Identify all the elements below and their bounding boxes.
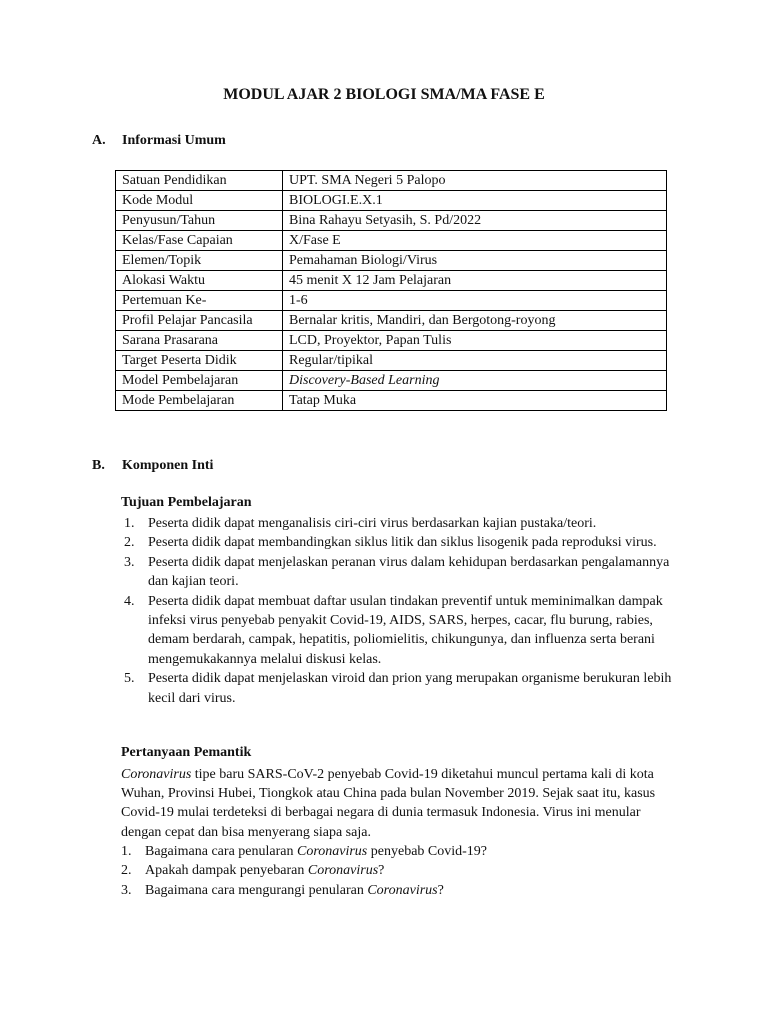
item-number: 3.: [121, 882, 132, 898]
table-row: [116, 191, 667, 211]
document-title: MODUL AJAR 2 BIOLOGI SMA/MA FASE E: [223, 86, 545, 103]
row-value: Bina Rahayu Setyasih, S. Pd/2022: [283, 211, 667, 231]
row-label: Sarana Prasarana: [116, 331, 283, 351]
row-value: 1-6: [283, 291, 667, 311]
question-italic-term: Coronavirus: [367, 882, 438, 898]
list-item: [121, 533, 677, 552]
row-label: Kode Modul: [116, 191, 283, 211]
row-label: Satuan Pendidikan: [116, 171, 283, 191]
table-row: [116, 351, 667, 371]
row-value: LCD, Proyektor, Papan Tulis: [283, 331, 667, 351]
list-item: [121, 514, 677, 533]
table-row: [116, 211, 667, 231]
item-number: 3.: [124, 554, 135, 570]
question-text-before: Bagaimana cara penularan: [145, 844, 297, 859]
general-info-table: [115, 170, 667, 411]
item-number: 1.: [121, 844, 132, 859]
list-item: [121, 669, 677, 708]
table-row: [116, 251, 667, 271]
item-number: 2.: [124, 535, 135, 551]
trigger-questions-list: [121, 842, 677, 900]
item-number: 5.: [124, 671, 135, 687]
section-b-letter: B.: [92, 458, 105, 473]
item-text: Peserta didik dapat menganalisis ciri-ciri virus berdasarkan kajian pustaka/teori.: [148, 516, 597, 531]
table-row: [116, 311, 667, 331]
row-label: Kelas/Fase Capaian: [116, 231, 283, 251]
item-text: Peserta didik dapat menjelaskan viroid dan prion yang merupakan organisme berukuran lebih kecil dari virus.: [148, 671, 672, 706]
item-text: Peserta didik dapat menjelaskan peranan virus dalam kehidupan berdasarkan pengalamannya dan kajian teori.: [148, 554, 670, 590]
list-item: [121, 553, 677, 592]
row-value: BIOLOGI.E.X.1: [283, 191, 667, 211]
question-italic-term: Coronavirus: [296, 844, 368, 859]
trigger-questions-heading: Pertanyaan Pemantik: [121, 745, 252, 760]
row-label: Pertemuan Ke-: [116, 291, 283, 311]
table-row: [116, 291, 667, 311]
item-text: Peserta didik dapat membuat daftar usulan tindakan preventif untuk meminimalkan dampak infeksi virus penyebab penyakit Covid-19, AIDS, SARS, herpes, cacar, flu burung, rabies, demam berdarah, campak, hepatitis, poliomielitis, chikungunya, dan influenza serta berani mengemukakannya melalui diskusi kelas.: [148, 593, 663, 667]
list-item: [121, 842, 677, 861]
table-row: [116, 171, 667, 191]
intro-italic-term: Coronavirus: [121, 767, 192, 782]
question-italic-term: Coronavirus: [307, 863, 379, 879]
item-text: Peserta didik dapat membandingkan siklus litik dan siklus lisogenik pada reproduksi virus.: [148, 535, 657, 551]
row-label: Penyusun/Tahun: [116, 211, 283, 231]
row-label: Elemen/Topik: [116, 251, 283, 271]
table-row: [116, 231, 667, 251]
intro-text: tipe baru SARS-CoV-2 penyebab Covid-19 diketahui muncul pertama kali di kota Wuhan, Provinsi Hubei, Tiongkok atau China pada bulan November 2019. Sejak saat itu, kasus Covid-19 mulai terdeteksi di berbagai negara di dunia termasuk Indonesia. Virus ini menular dengan cepat dan bisa menyerang siapa saja.: [121, 767, 656, 840]
row-label: Profil Pelajar Pancasila: [116, 311, 283, 331]
row-value: Regular/tipikal: [283, 351, 667, 371]
row-value: Tatap Muka: [283, 391, 667, 411]
row-value: Discovery-Based Learning: [283, 371, 667, 391]
item-number: 4.: [124, 593, 135, 609]
question-text-after: penyebab Covid-19?: [367, 844, 488, 859]
table-row: [116, 331, 667, 351]
question-text-after: ?: [378, 863, 385, 879]
row-label: Alokasi Waktu: [116, 271, 283, 291]
learning-goals-list: [121, 514, 677, 708]
row-value: Pemahaman Biologi/Virus: [283, 251, 667, 271]
section-a-letter: A.: [92, 133, 106, 148]
question-text-after: ?: [437, 882, 444, 898]
table-row: [116, 271, 667, 291]
row-value: X/Fase E: [283, 231, 667, 251]
question-text-before: Apakah dampak penyebaran: [145, 863, 308, 879]
question-text-before: Bagaimana cara mengurangi penularan: [145, 882, 368, 898]
item-number: 1.: [124, 516, 135, 531]
section-a-title: Informasi Umum: [122, 133, 226, 148]
section-b-title: Komponen Inti: [122, 458, 214, 473]
list-item: [121, 881, 677, 900]
row-value: Bernalar kritis, Mandiri, dan Bergotong-royong: [283, 311, 667, 331]
row-label: Model Pembelajaran: [116, 371, 283, 391]
row-label: Mode Pembelajaran: [116, 391, 283, 411]
row-value: UPT. SMA Negeri 5 Palopo: [283, 171, 667, 191]
item-number: 2.: [121, 863, 132, 879]
row-value: 45 menit X 12 Jam Pelajaran: [283, 271, 667, 291]
list-item: [121, 592, 677, 670]
learning-goals-heading: Tujuan Pembelajaran: [121, 495, 252, 510]
table-row: [116, 391, 667, 411]
section-b-heading: [92, 458, 213, 474]
table-row: [116, 371, 667, 391]
trigger-intro-paragraph: [121, 765, 677, 842]
section-a-heading: [92, 133, 226, 149]
list-item: [121, 861, 677, 880]
row-label: Target Peserta Didik: [116, 351, 283, 371]
